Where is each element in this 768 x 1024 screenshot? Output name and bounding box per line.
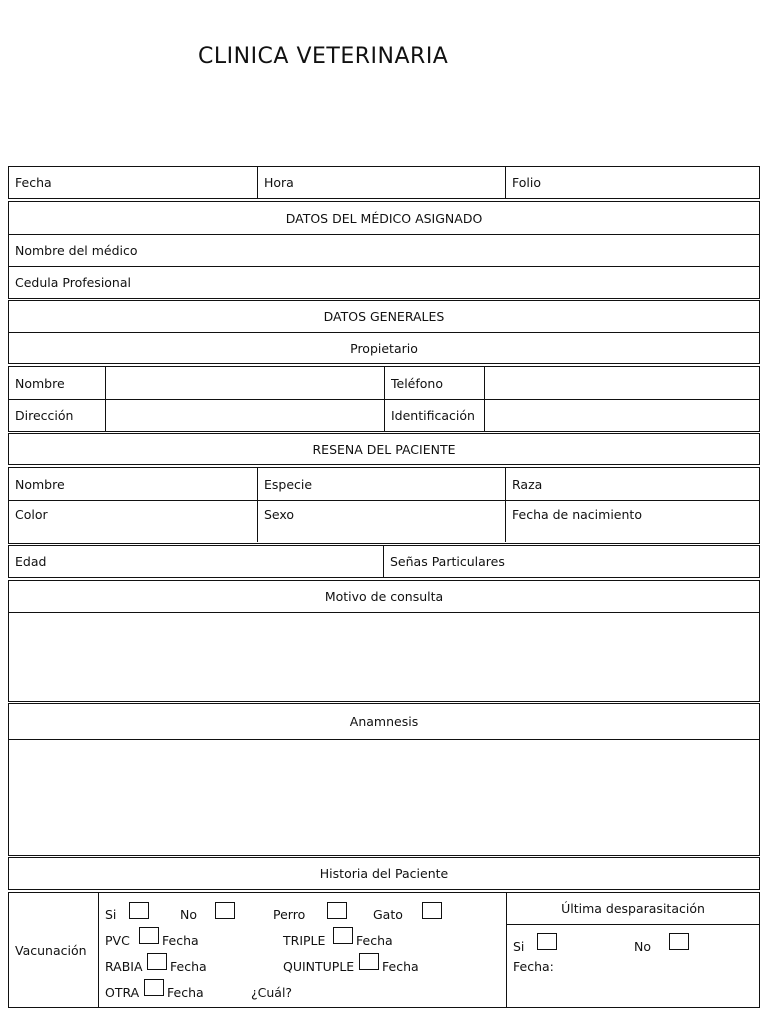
resena-header bbox=[8, 433, 760, 465]
telefono-label: Teléfono bbox=[384, 367, 484, 399]
especie-label: Especie bbox=[264, 476, 313, 492]
color-field[interactable] bbox=[9, 501, 257, 542]
desparasitacion-options bbox=[507, 925, 759, 1007]
historia-section-title: Historia del Paciente bbox=[319, 866, 449, 881]
edad-field[interactable] bbox=[9, 546, 383, 577]
nacimiento-label: Fecha de nacimiento bbox=[512, 507, 642, 522]
paciente-nombre-field[interactable] bbox=[9, 468, 257, 500]
medico-table bbox=[8, 201, 760, 299]
vacunacion-table bbox=[8, 892, 760, 1008]
desp-no-label: No bbox=[634, 939, 651, 954]
raza-field[interactable] bbox=[505, 468, 759, 500]
propietario-nombre-label: Nombre bbox=[15, 375, 65, 391]
otra-label: OTRA bbox=[105, 985, 140, 1000]
anamnesis-section-title: Anamnesis bbox=[349, 714, 419, 729]
edad-table bbox=[8, 545, 760, 578]
folio-label: Folio bbox=[512, 175, 541, 190]
fecha-field[interactable] bbox=[9, 167, 257, 198]
rabia-fecha-label: Fecha bbox=[170, 959, 207, 974]
pvc-checkbox[interactable] bbox=[139, 927, 159, 944]
identificacion-label: Identificación bbox=[384, 400, 484, 431]
desp-no-checkbox[interactable] bbox=[669, 933, 689, 950]
senas-field[interactable] bbox=[383, 546, 759, 577]
raza-label: Raza bbox=[512, 476, 543, 492]
anamnesis-table bbox=[8, 703, 760, 856]
especie-field[interactable] bbox=[257, 468, 505, 500]
resena-section-title: RESENA DEL PACIENTE bbox=[312, 441, 456, 457]
otra-checkbox[interactable] bbox=[144, 979, 164, 996]
pvc-label: PVC bbox=[105, 933, 130, 948]
header-table bbox=[8, 166, 760, 199]
desparasitacion-title: Última desparasitación bbox=[507, 893, 759, 925]
desp-si-checkbox[interactable] bbox=[537, 933, 557, 950]
direccion-input[interactable] bbox=[105, 400, 384, 431]
generales-table bbox=[8, 300, 760, 364]
hora-field[interactable] bbox=[257, 167, 505, 198]
quintuple-label: QUINTUPLE bbox=[283, 959, 355, 974]
propietario-table bbox=[8, 366, 760, 432]
cedula-field[interactable] bbox=[9, 267, 759, 297]
paciente-nombre-label: Nombre bbox=[15, 476, 65, 492]
fecha-label: Fecha bbox=[15, 175, 52, 190]
historia-header bbox=[8, 857, 760, 890]
nombre-medico-field[interactable] bbox=[9, 235, 759, 266]
quintuple-fecha-label: Fecha bbox=[382, 959, 419, 974]
vacunacion-options bbox=[98, 893, 506, 1007]
rabia-checkbox[interactable] bbox=[147, 953, 167, 970]
motivo-section-title: Motivo de consulta bbox=[324, 589, 444, 604]
vac-no-label: No bbox=[180, 907, 197, 922]
triple-checkbox[interactable] bbox=[333, 927, 353, 944]
hora-label: Hora bbox=[264, 175, 294, 190]
gato-label: Gato bbox=[373, 907, 403, 922]
quintuple-checkbox[interactable] bbox=[359, 953, 379, 970]
desp-fecha-label: Fecha: bbox=[513, 959, 554, 974]
triple-label: TRIPLE bbox=[283, 933, 326, 948]
motivo-text-area[interactable] bbox=[9, 613, 759, 700]
color-label: Color bbox=[15, 507, 48, 522]
cedula-label: Cedula Profesional bbox=[15, 274, 131, 290]
propietario-subtitle: Propietario bbox=[350, 340, 418, 356]
triple-fecha-label: Fecha bbox=[356, 933, 393, 948]
desparasitacion-section bbox=[506, 893, 759, 1007]
perro-label: Perro bbox=[273, 907, 306, 922]
senas-label: Señas Particulares bbox=[390, 554, 505, 569]
medico-section-title: DATOS DEL MÉDICO ASIGNADO bbox=[285, 210, 483, 226]
direccion-label: Dirección bbox=[15, 408, 74, 423]
vac-no-checkbox[interactable] bbox=[215, 902, 235, 919]
pvc-fecha-label: Fecha bbox=[162, 933, 199, 948]
page-title: CLINICA VETERINARIA bbox=[198, 44, 449, 69]
telefono-input[interactable] bbox=[484, 367, 759, 399]
vac-si-label: Si bbox=[105, 907, 117, 922]
anamnesis-text-area[interactable] bbox=[9, 740, 759, 854]
perro-checkbox[interactable] bbox=[327, 902, 347, 919]
sexo-label: Sexo bbox=[264, 507, 295, 522]
nombre-medico-label: Nombre del médico bbox=[15, 243, 138, 258]
motivo-table bbox=[8, 580, 760, 702]
otra-fecha-label: Fecha bbox=[167, 985, 204, 1000]
sexo-field[interactable] bbox=[257, 501, 505, 542]
generales-section-title: DATOS GENERALES bbox=[323, 309, 445, 324]
nacimiento-field[interactable] bbox=[505, 501, 759, 542]
paciente-table bbox=[8, 467, 760, 544]
vacunacion-label: Vacunación bbox=[15, 942, 87, 958]
propietario-nombre-input[interactable] bbox=[105, 367, 384, 399]
folio-field[interactable] bbox=[505, 167, 759, 198]
desp-si-label: Si bbox=[513, 939, 525, 954]
edad-label: Edad bbox=[15, 554, 47, 569]
vac-si-checkbox[interactable] bbox=[129, 902, 149, 919]
gato-checkbox[interactable] bbox=[422, 902, 442, 919]
rabia-label: RABIA bbox=[105, 959, 143, 974]
identificacion-input[interactable] bbox=[484, 400, 759, 431]
cual-label: ¿Cuál? bbox=[251, 985, 293, 1000]
